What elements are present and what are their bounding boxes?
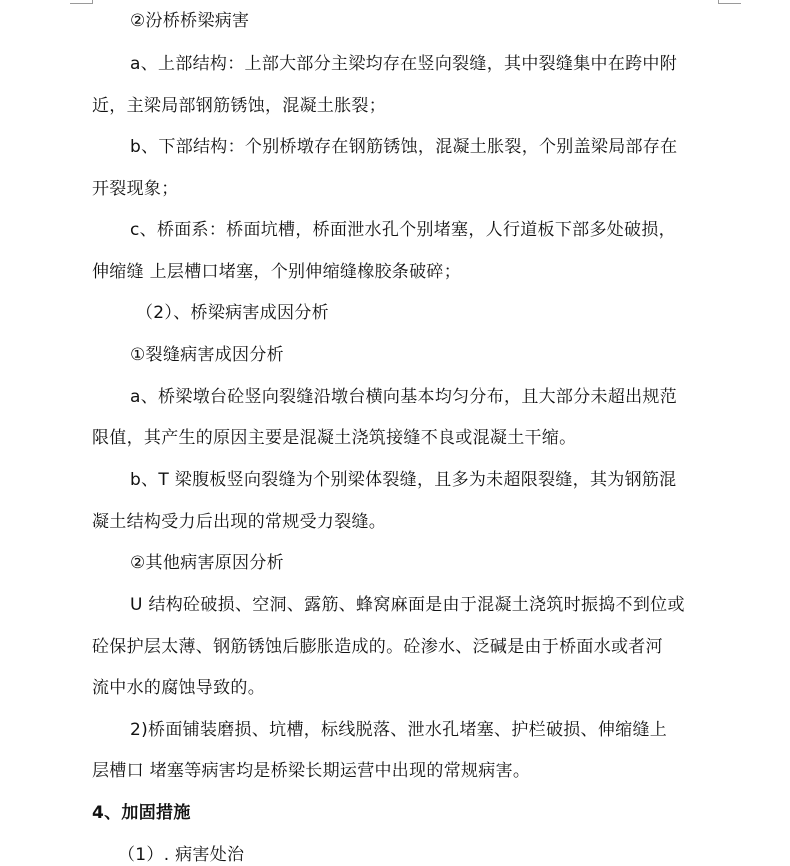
paragraph-line: 伸缩缝 上层槽口堵塞，个别伸缩缝橡胶条破碎；	[92, 262, 462, 282]
paragraph-line: U 结构砼破损、空洞、露筋、蜂窝麻面是由于混凝土浇筑时振捣不到位或	[130, 595, 685, 615]
paragraph-line: 近，主梁局部钢筋锈蚀，混凝土胀裂；	[92, 96, 387, 116]
subheading-bridge-defects: ②汾桥桥梁病害	[130, 11, 250, 31]
paragraph-line: b、T 梁腹板竖向裂缝为个别梁体裂缝，且多为未超限裂缝，其为钢筋混	[130, 470, 677, 490]
paragraph-line: 开裂现象；	[92, 179, 179, 199]
paragraph-line: 砼保护层太薄、钢筋锈蚀后膨胀造成的。砼渗水、泛碱是由于桥面水或者河	[92, 637, 663, 657]
paragraph-line: a、桥梁墩台砼竖向裂缝沿墩台横向基本均匀分布，且大部分未超出规范	[130, 387, 678, 407]
paragraph-line: b、下部结构：个别桥墩存在钢筋锈蚀，混凝土胀裂，个别盖梁局部存在	[130, 137, 678, 157]
paragraph-line: 2)桥面铺装磨损、坑槽，标线脱落、泄水孔堵塞、护栏破损、伸缩缝上	[130, 720, 668, 740]
paragraph-line: a、上部结构：上部大部分主梁均存在竖向裂缝，其中裂缝集中在跨中附	[130, 54, 678, 74]
paragraph-line: c、桥面系：桥面坑槽，桥面泄水孔个别堵塞，人行道板下部多处破损，	[130, 220, 676, 240]
paragraph-line: 流中水的腐蚀导致的。	[92, 678, 265, 698]
subheading-crack-causes: ①裂缝病害成因分析	[130, 345, 284, 365]
margin-corner-mark-right	[718, 0, 741, 4]
subheading-other-causes: ②其他病害原因分析	[130, 553, 284, 573]
subheading-defect-treatment: （1）. 病害处治	[118, 845, 245, 865]
paragraph-line: 限值，其产生的原因主要是混凝土浇筑接缝不良或混凝土干缩。	[92, 428, 577, 448]
paragraph-line: 层槽口 堵塞等病害均是桥梁长期运营中出现的常规病害。	[92, 761, 531, 781]
margin-corner-mark-left	[70, 0, 93, 4]
section-heading-reinforcement: 4、加固措施	[92, 803, 191, 823]
paragraph-line: 凝土结构受力后出现的常规受力裂缝。	[92, 512, 387, 532]
section-heading-cause-analysis: （2）、桥梁病害成因分析	[136, 303, 329, 323]
